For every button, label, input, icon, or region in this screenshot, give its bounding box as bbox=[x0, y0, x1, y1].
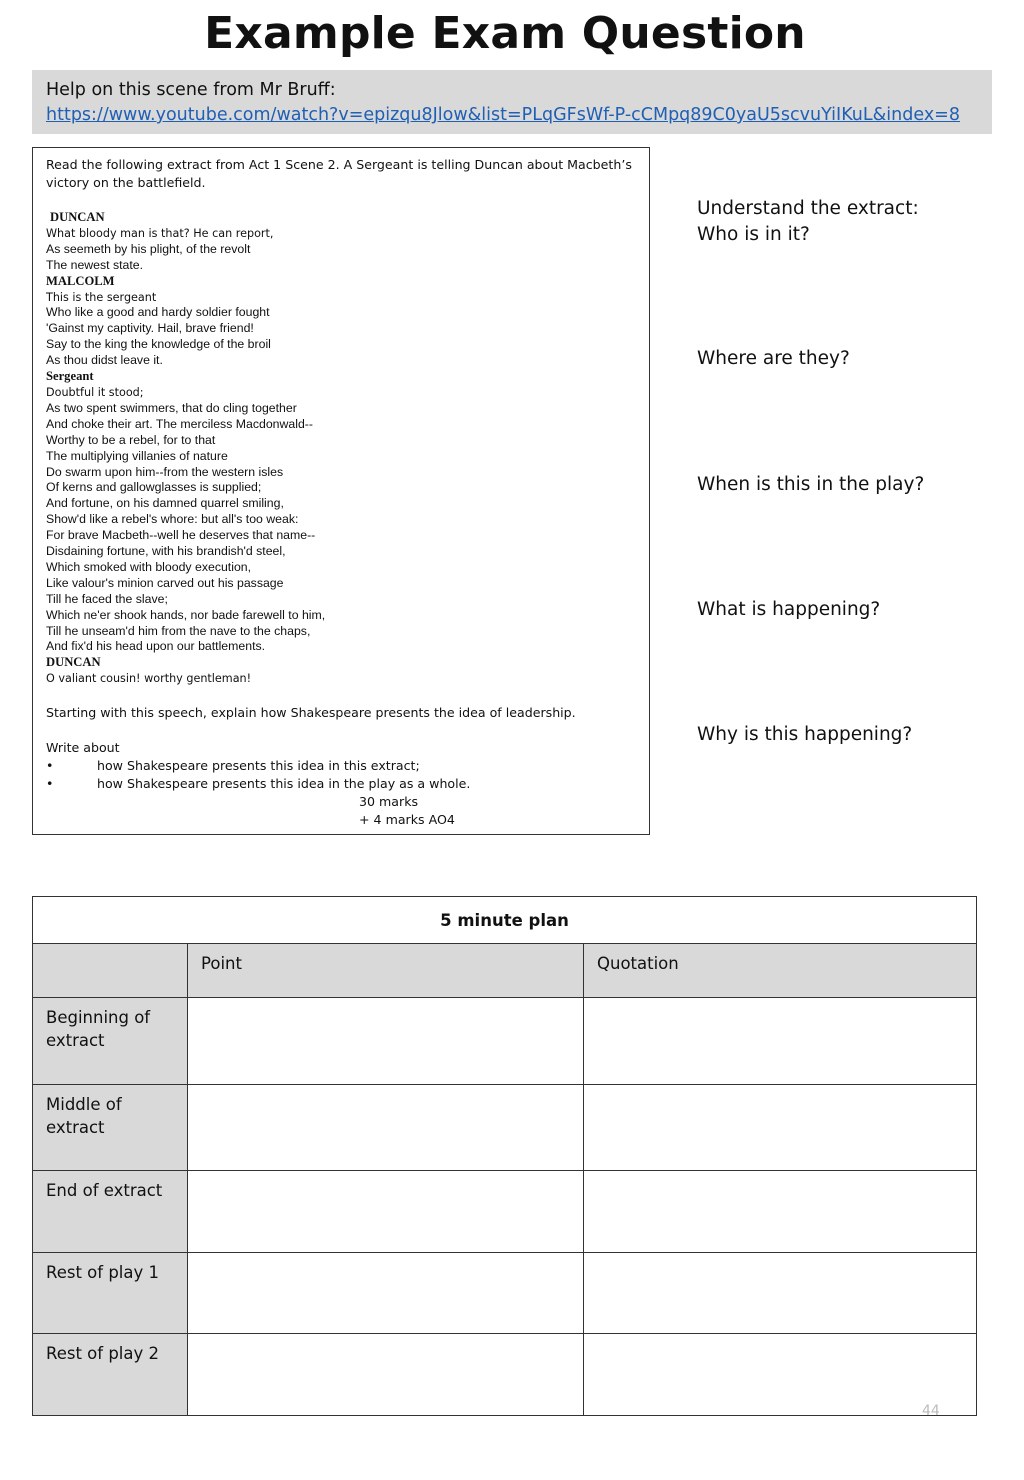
bullet-text: how Shakespeare presents this idea in this extract; bbox=[97, 758, 420, 774]
row-label-rest-2: Rest of play 2 bbox=[33, 1334, 188, 1416]
question-what: What is happening? bbox=[697, 599, 881, 620]
script-line: The multiplying villanies of nature bbox=[46, 448, 228, 463]
speaker-duncan: DUNCAN bbox=[50, 210, 105, 224]
script-line: Doubtful it stood; bbox=[46, 385, 144, 399]
speaker-sergeant: Sergeant bbox=[46, 369, 94, 384]
quotation-cell[interactable] bbox=[584, 1085, 977, 1171]
extract-box bbox=[32, 147, 650, 835]
script-line: Which ne'er shook hands, nor bade farewell to him, bbox=[46, 607, 326, 622]
script-line: Till he faced the slave; bbox=[46, 591, 168, 606]
play-extract bbox=[46, 210, 636, 687]
script-line: As thou didst leave it. bbox=[46, 353, 163, 368]
row-label-end: End of extract bbox=[33, 1171, 188, 1253]
help-banner bbox=[32, 70, 992, 134]
question-why: Why is this happening? bbox=[697, 724, 913, 745]
bullet-text: how Shakespeare presents this idea in the play as a whole. bbox=[97, 776, 471, 792]
script-line: Disdaining fortune, with his brandish'd steel, bbox=[46, 544, 286, 559]
table-row bbox=[33, 998, 977, 1085]
plan-table bbox=[32, 896, 977, 1416]
marks-ao4: + 4 marks AO4 bbox=[359, 812, 455, 828]
script-line: As two spent swimmers, that do cling together bbox=[46, 400, 297, 415]
quotation-cell[interactable] bbox=[584, 1171, 977, 1253]
script-line: And fix'd his head upon our battlements. bbox=[46, 639, 266, 654]
exam-question: Starting with this speech, explain how Shakespeare presents the idea of leadership. bbox=[46, 705, 576, 721]
script-line: Say to the king the knowledge of the broil bbox=[46, 337, 271, 352]
bullet-icon: • bbox=[46, 758, 54, 774]
script-line: For brave Macbeth--well he deserves that name-- bbox=[46, 528, 316, 543]
write-about-list bbox=[46, 739, 636, 829]
header-point: Point bbox=[188, 944, 584, 998]
script-line: Worthy to be a rebel, for to that bbox=[46, 432, 216, 447]
point-cell[interactable] bbox=[188, 1171, 584, 1253]
bullet-item bbox=[46, 775, 636, 793]
point-cell[interactable] bbox=[188, 998, 584, 1085]
script-line: What bloody man is that? He can report, bbox=[46, 226, 274, 240]
header-blank-cell bbox=[33, 944, 188, 998]
quotation-cell[interactable] bbox=[584, 1334, 977, 1416]
script-line: O valiant cousin! worthy gentleman! bbox=[46, 672, 252, 686]
row-label-rest-1: Rest of play 1 bbox=[33, 1253, 188, 1334]
point-cell[interactable] bbox=[188, 1253, 584, 1334]
bullet-icon: • bbox=[46, 776, 54, 792]
speaker-duncan: DUNCAN bbox=[46, 655, 101, 670]
page-number: 44 bbox=[922, 1403, 940, 1419]
question-when: When is this in the play? bbox=[697, 474, 925, 495]
marks-total: 30 marks bbox=[359, 794, 419, 810]
page-title: Example Exam Question bbox=[204, 8, 806, 59]
header-quotation: Quotation bbox=[584, 944, 977, 998]
help-label: Help on this scene from Mr Bruff: bbox=[46, 80, 336, 100]
quotation-cell[interactable] bbox=[584, 1253, 977, 1334]
understand-heading: Understand the extract: bbox=[697, 198, 919, 219]
point-cell[interactable] bbox=[188, 1085, 584, 1171]
script-line: As seemeth by his plight, of the revolt bbox=[46, 241, 251, 256]
bullet-item bbox=[46, 757, 636, 775]
script-line: Show'd like a rebel's whore: but all's too weak: bbox=[46, 512, 299, 527]
point-cell[interactable] bbox=[188, 1334, 584, 1416]
script-line: Till he unseam'd him from the nave to the chaps, bbox=[46, 623, 311, 638]
script-line: Of kerns and gallowglasses is supplied; bbox=[46, 480, 262, 495]
script-line: 'Gainst my captivity. Hail, brave friend! bbox=[46, 321, 254, 336]
script-line: Do swarm upon him--from the western isles bbox=[46, 464, 284, 479]
youtube-link[interactable]: https://www.youtube.com/watch?v=epizqu8Jlow&list=PLqGFsWf-P-cCMpq89C0yaU5scvuYiIKuL&index=8 bbox=[46, 105, 960, 125]
script-line: Who like a good and hardy soldier fought bbox=[46, 305, 270, 320]
plan-title: 5 minute plan bbox=[33, 897, 977, 944]
script-line: And choke their art. The merciless Macdonwald-- bbox=[46, 416, 314, 431]
script-line: The newest state. bbox=[46, 257, 144, 272]
speaker-malcolm: MALCOLM bbox=[46, 273, 115, 288]
script-line: Like valour's minion carved out his passage bbox=[46, 575, 284, 590]
script-line: Which smoked with bloody execution, bbox=[46, 559, 252, 574]
row-label-beginning: Beginning of extract bbox=[33, 998, 188, 1085]
table-row bbox=[33, 1334, 977, 1416]
script-line: And fortune, on his damned quarrel smiling, bbox=[46, 496, 284, 511]
extract-intro: Read the following extract from Act 1 Scene 2. A Sergeant is telling Duncan about Macbeth’s victory on the battlefield. bbox=[46, 157, 632, 190]
question-where: Where are they? bbox=[697, 348, 850, 369]
table-row bbox=[33, 1171, 977, 1253]
write-about-label: Write about bbox=[46, 740, 120, 756]
script-line: This is the sergeant bbox=[46, 290, 157, 304]
question-who: Who is in it? bbox=[697, 224, 810, 245]
quotation-cell[interactable] bbox=[584, 998, 977, 1085]
table-row bbox=[33, 1253, 977, 1334]
row-label-middle: Middle of extract bbox=[33, 1085, 188, 1171]
table-row bbox=[33, 1085, 977, 1171]
